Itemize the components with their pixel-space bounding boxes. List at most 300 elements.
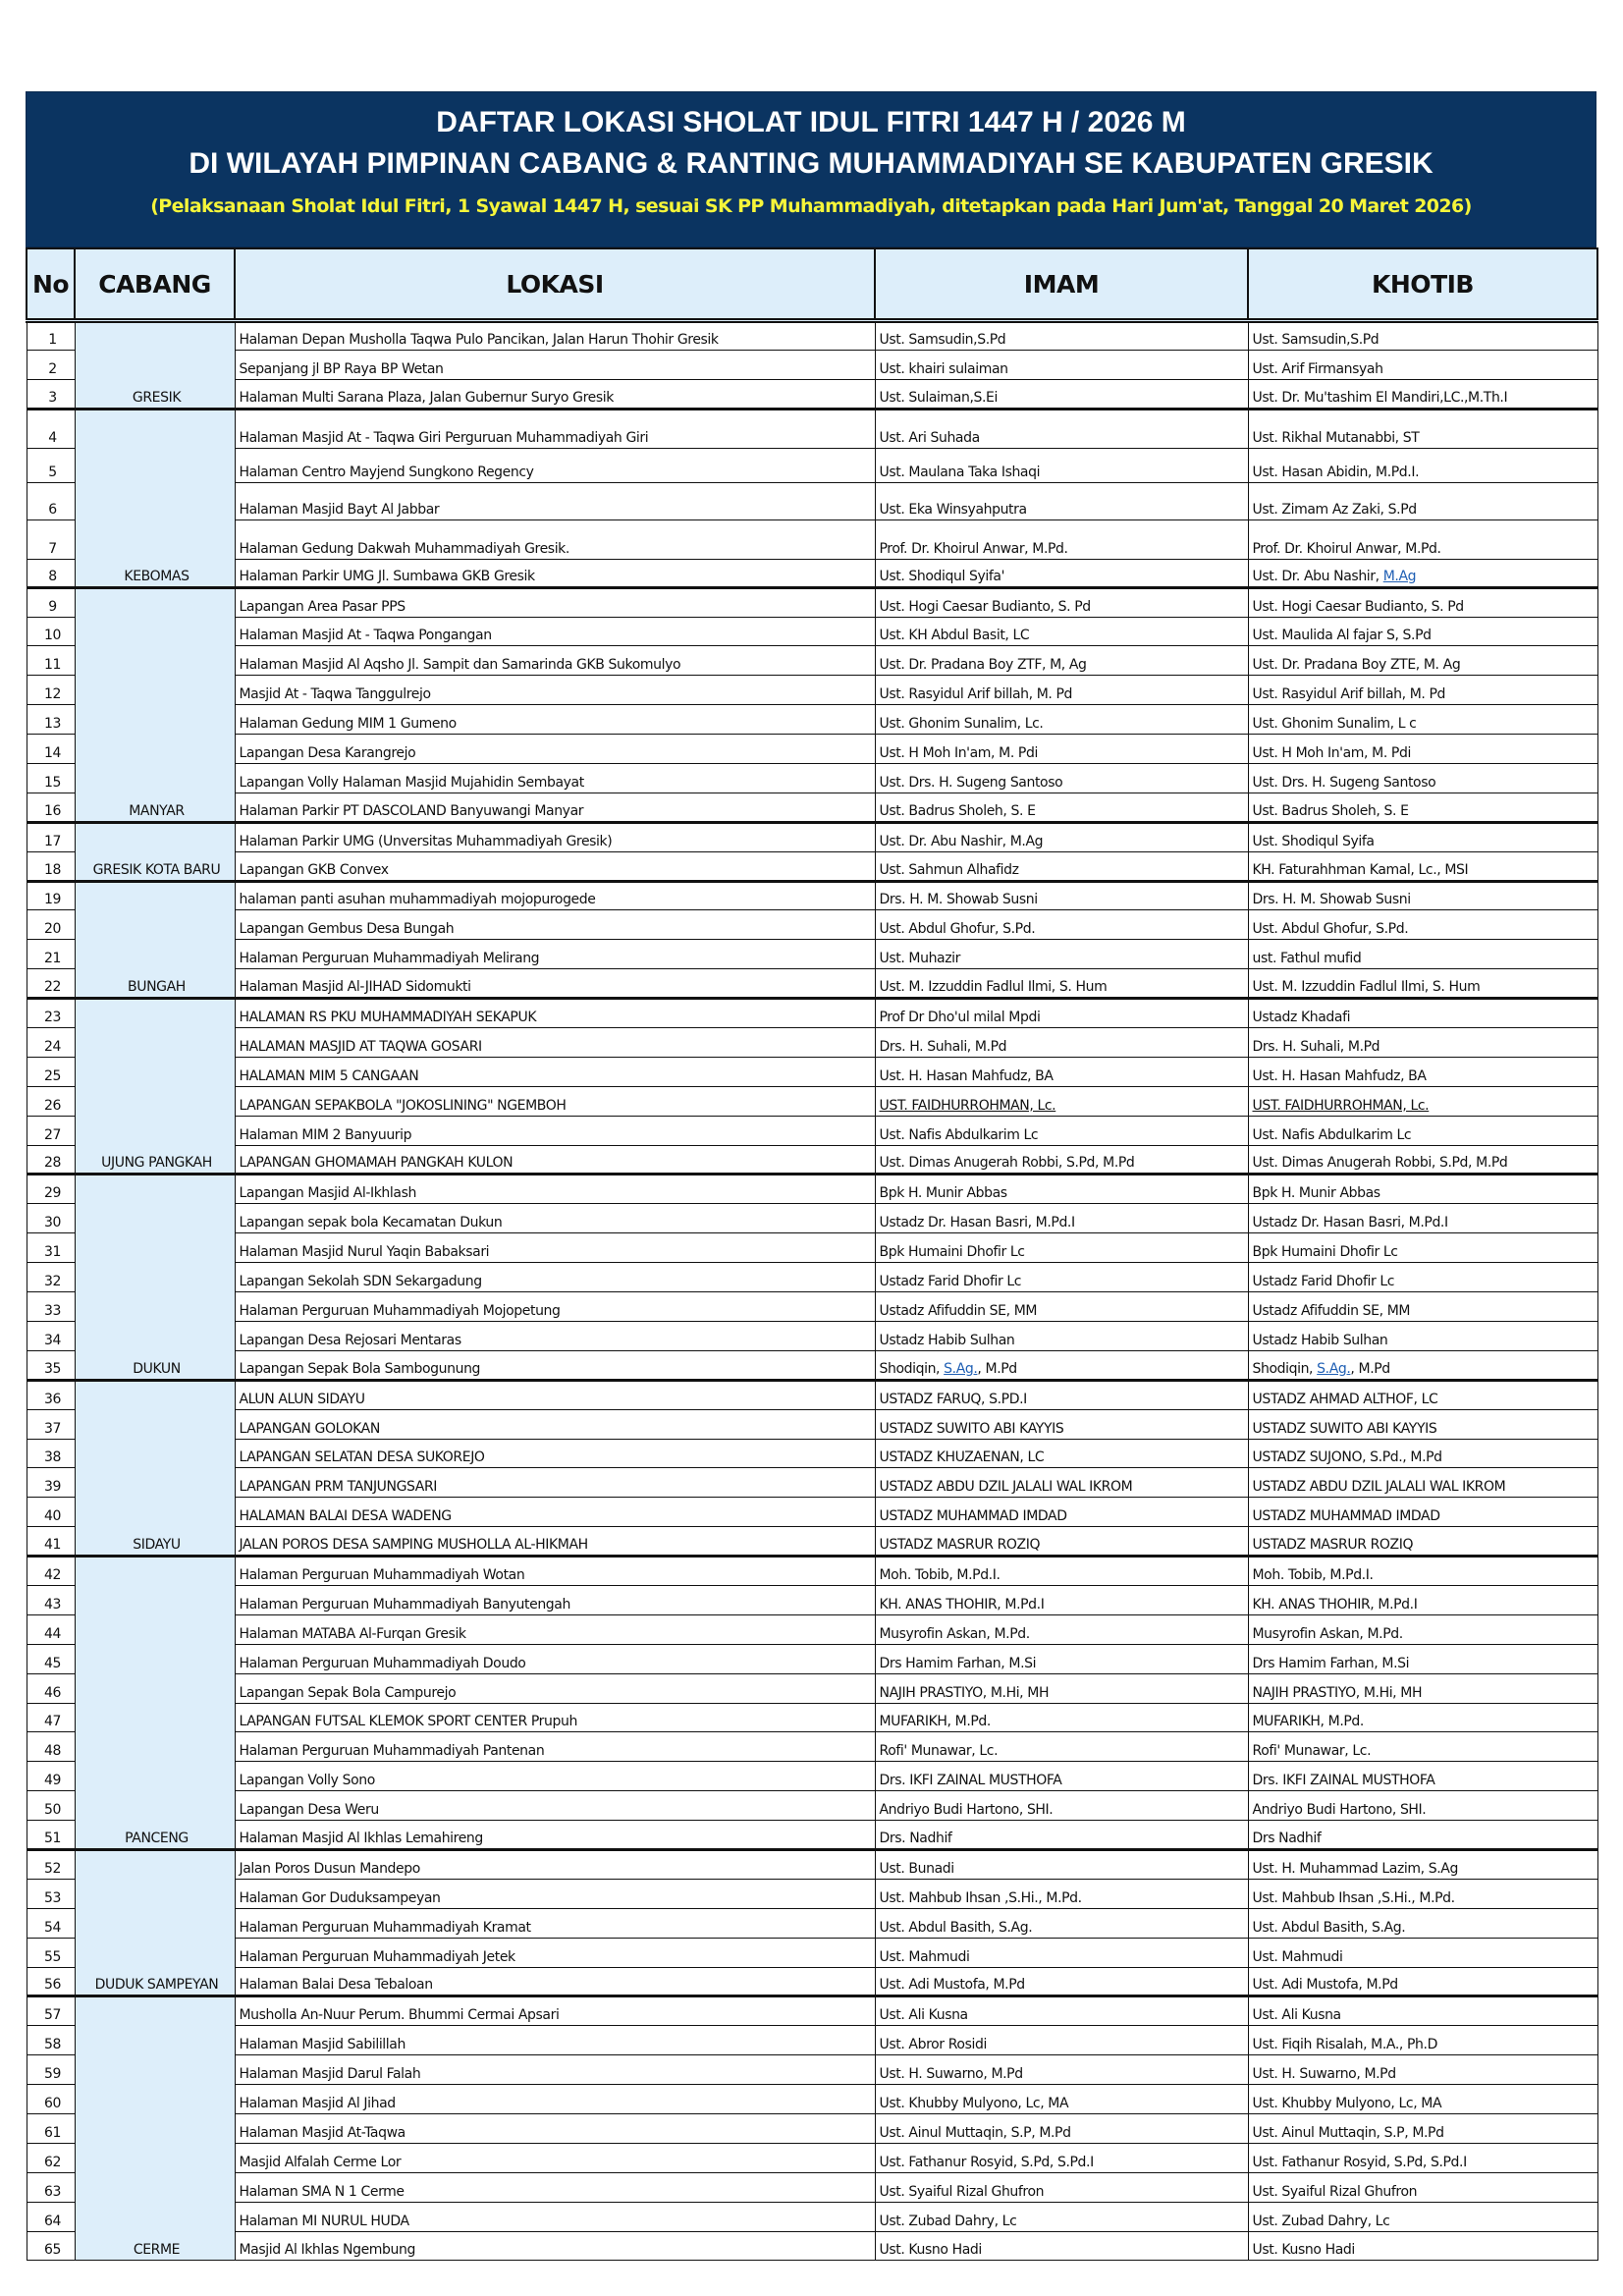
imam-cell bbox=[875, 1879, 1248, 1908]
imam-cell bbox=[875, 1908, 1248, 1938]
khotib-cell bbox=[1248, 881, 1597, 910]
title-banner bbox=[26, 91, 1596, 247]
table-row bbox=[27, 1498, 1597, 1527]
imam-cell bbox=[875, 2026, 1248, 2055]
khotib-cell bbox=[1248, 2055, 1597, 2085]
khotib-cell bbox=[1248, 851, 1597, 881]
khotib-cell bbox=[1248, 2172, 1597, 2202]
imam-name: Ust. Bunadi bbox=[879, 1860, 954, 1877]
imam-name: UST. FAIDHURROHMAN, Lc. bbox=[879, 1097, 1056, 1114]
imam-name: Rofi' Munawar, Lc. bbox=[879, 1743, 999, 1760]
table-row bbox=[27, 2113, 1597, 2143]
cabang-cell: DUKUN bbox=[75, 1175, 235, 1380]
lokasi-cell: Sepanjang jl BP Raya BP Wetan bbox=[235, 350, 875, 379]
imam-cell bbox=[875, 379, 1248, 409]
khotib-name: Ust. Dimas Anugerah Robbi, S.Pd, M.Pd bbox=[1252, 1155, 1508, 1172]
khotib-name: Ust. M. Izzuddin Fadlul Ilmi, S. Hum bbox=[1252, 979, 1481, 996]
header-khotib: KHOTIB bbox=[1248, 248, 1597, 321]
table-row bbox=[27, 793, 1597, 822]
row-number: 8 bbox=[27, 559, 75, 587]
row-number: 30 bbox=[27, 1204, 75, 1233]
row-number: 44 bbox=[27, 1614, 75, 1644]
khotib-name: NAJIH PRASTIYO, M.Hi, MH bbox=[1252, 1684, 1423, 1701]
khotib-cell bbox=[1248, 409, 1597, 448]
imam-name: Ust. M. Izzuddin Fadlul Ilmi, S. Hum bbox=[879, 979, 1108, 996]
row-number: 21 bbox=[27, 940, 75, 969]
khotib-cell bbox=[1248, 1498, 1597, 1527]
lokasi-cell: Lapangan Desa Rejosari Mentaras bbox=[235, 1321, 875, 1350]
lokasi-cell: Lapangan Volly Sono bbox=[235, 1762, 875, 1791]
row-number: 9 bbox=[27, 587, 75, 617]
khotib-name: Ust. Abdul Ghofur, S.Pd. bbox=[1252, 921, 1409, 938]
row-number: 46 bbox=[27, 1673, 75, 1703]
lokasi-cell: HALAMAN RS PKU MUHAMMADIYAH SEKAPUK bbox=[235, 999, 875, 1028]
row-number: 35 bbox=[27, 1350, 75, 1380]
imam-cell bbox=[875, 2202, 1248, 2231]
khotib-name: Ustadz Habib Sulhan bbox=[1252, 1332, 1388, 1348]
row-number: 20 bbox=[27, 910, 75, 940]
lokasi-cell: LAPANGAN GHOMAMAH PANGKAH KULON bbox=[235, 1145, 875, 1175]
imam-cell bbox=[875, 1321, 1248, 1350]
cabang-cell: BUNGAH bbox=[75, 881, 235, 999]
imam-cell bbox=[875, 1527, 1248, 1557]
table-row bbox=[27, 1821, 1597, 1850]
lokasi-cell: Halaman Gedung Dakwah Muhammadiyah Gresik. bbox=[235, 519, 875, 559]
cabang-cell: GRESIK KOTA BARU bbox=[75, 822, 235, 881]
cabang-cell: GRESIK bbox=[75, 321, 235, 410]
khotib-cell bbox=[1248, 1614, 1597, 1644]
khotib-name: Moh. Tobib, M.Pd.I. bbox=[1252, 1566, 1374, 1583]
imam-name: Ust. Zubad Dahry, Lc bbox=[879, 2213, 1017, 2229]
table-row bbox=[27, 559, 1597, 587]
khotib-name: Ust. Syaiful Rizal Ghufron bbox=[1252, 2183, 1418, 2200]
khotib-cell bbox=[1248, 1057, 1597, 1086]
lokasi-cell: Lapangan Masjid Al-Ikhlash bbox=[235, 1175, 875, 1204]
lokasi-cell: HALAMAN MIM 5 CANGAAN bbox=[235, 1057, 875, 1086]
khotib-cell bbox=[1248, 676, 1597, 705]
imam-cell bbox=[875, 1557, 1248, 1586]
khotib-name: Ust. Dr. Pradana Boy ZTE, M. Ag bbox=[1252, 657, 1461, 674]
row-number: 45 bbox=[27, 1644, 75, 1673]
lokasi-cell: Halaman Masjid At - Taqwa Giri Perguruan Muhammadiyah Giri bbox=[235, 409, 875, 448]
imam-cell bbox=[875, 969, 1248, 999]
imam-cell bbox=[875, 1614, 1248, 1644]
lokasi-cell: Halaman Balai Desa Tebaloan bbox=[235, 1967, 875, 1996]
header-cabang: CABANG bbox=[75, 248, 235, 321]
khotib-name: Ust. Abdul Basith, S.Ag. bbox=[1252, 1919, 1406, 1936]
khotib-degree-link[interactable]: M.Ag bbox=[1382, 568, 1417, 584]
lokasi-cell: Halaman Parkir UMG (Unversitas Muhammadiyah Gresik) bbox=[235, 822, 875, 851]
imam-cell bbox=[875, 482, 1248, 519]
table-row bbox=[27, 940, 1597, 969]
khotib-name: Drs. H. Suhali, M.Pd bbox=[1252, 1038, 1380, 1055]
row-number: 42 bbox=[27, 1557, 75, 1586]
imam-name: Prof. Dr. Khoirul Anwar, M.Pd. bbox=[879, 540, 1068, 557]
imam-name: Ust. Ghonim Sunalim, Lc. bbox=[879, 716, 1044, 733]
table-row bbox=[27, 1233, 1597, 1263]
khotib-name: Ustadz Farid Dhofir Lc bbox=[1252, 1274, 1395, 1290]
table-row bbox=[27, 448, 1597, 482]
row-number: 57 bbox=[27, 1996, 75, 2026]
khotib-cell bbox=[1248, 969, 1597, 999]
khotib-name: Ust. Adi Mustofa, M.Pd bbox=[1252, 1977, 1398, 1994]
table-row bbox=[27, 1028, 1597, 1058]
lokasi-cell: Halaman Masjid At - Taqwa Pongangan bbox=[235, 617, 875, 646]
row-number: 65 bbox=[27, 2231, 75, 2261]
khotib-cell bbox=[1248, 1821, 1597, 1850]
imam-cell bbox=[875, 822, 1248, 851]
khotib-cell bbox=[1248, 1175, 1597, 1204]
row-number: 28 bbox=[27, 1145, 75, 1175]
row-number: 16 bbox=[27, 793, 75, 822]
row-number: 33 bbox=[27, 1292, 75, 1322]
cabang-cell: CERME bbox=[75, 1996, 235, 2261]
imam-cell bbox=[875, 1468, 1248, 1498]
table-row bbox=[27, 321, 1597, 351]
imam-cell bbox=[875, 1233, 1248, 1263]
table-row bbox=[27, 1703, 1597, 1732]
row-number: 41 bbox=[27, 1527, 75, 1557]
lokasi-cell: Halaman Masjid Darul Falah bbox=[235, 2055, 875, 2085]
lokasi-cell: Halaman Masjid Sabilillah bbox=[235, 2026, 875, 2055]
imam-cell bbox=[875, 1350, 1248, 1380]
table-row bbox=[27, 1879, 1597, 1908]
imam-name: Ust. Dimas Anugerah Robbi, S.Pd, M.Pd bbox=[879, 1155, 1135, 1172]
khotib-name: Ust. H. Suwarno, M.Pd bbox=[1252, 2066, 1396, 2083]
row-number: 63 bbox=[27, 2172, 75, 2202]
khotib-cell bbox=[1248, 1938, 1597, 1967]
table-row bbox=[27, 910, 1597, 940]
khotib-cell bbox=[1248, 1409, 1597, 1439]
imam-name: USTADZ MUHAMMAD IMDAD bbox=[879, 1508, 1067, 1525]
imam-cell bbox=[875, 587, 1248, 617]
khotib-cell bbox=[1248, 1732, 1597, 1762]
imam-cell bbox=[875, 2113, 1248, 2143]
row-number: 31 bbox=[27, 1233, 75, 1263]
khotib-cell bbox=[1248, 2231, 1597, 2261]
table-row bbox=[27, 735, 1597, 764]
khotib-name: MUFARIKH, M.Pd. bbox=[1252, 1714, 1364, 1730]
row-number: 38 bbox=[27, 1439, 75, 1468]
lokasi-cell: Halaman Multi Sarana Plaza, Jalan Gubernur Suryo Gresik bbox=[235, 379, 875, 409]
imam-name: Ust. Sahmun Alhafidz bbox=[879, 861, 1019, 878]
imam-name: Ustadz Dr. Hasan Basri, M.Pd.I bbox=[879, 1215, 1075, 1231]
imam-name: Ust. Dr. Pradana Boy ZTF, M, Ag bbox=[879, 657, 1087, 674]
khotib-cell bbox=[1248, 1644, 1597, 1673]
khotib-name: Ust. Ali Kusna bbox=[1252, 2007, 1341, 2024]
imam-name: NAJIH PRASTIYO, M.Hi, MH bbox=[879, 1684, 1050, 1701]
imam-cell bbox=[875, 881, 1248, 910]
imam-cell bbox=[875, 1028, 1248, 1058]
khotib-cell bbox=[1248, 1263, 1597, 1292]
khotib-name: Ust. Hogi Caesar Budianto, S. Pd bbox=[1252, 598, 1464, 615]
row-number: 61 bbox=[27, 2113, 75, 2143]
table-row bbox=[27, 2231, 1597, 2261]
table-row bbox=[27, 2172, 1597, 2202]
imam-cell bbox=[875, 1145, 1248, 1175]
imam-name: Musyrofin Askan, M.Pd. bbox=[879, 1625, 1030, 1642]
row-number: 18 bbox=[27, 851, 75, 881]
imam-cell bbox=[875, 1791, 1248, 1821]
date-note: (Pelaksanaan Sholat Idul Fitri, 1 Syawal 1447 H, sesuai SK PP Muhammadiyah, ditetapkan pada Hari Jum'at, Tanggal 20 Maret 2026) bbox=[150, 195, 1472, 217]
table-row bbox=[27, 1614, 1597, 1644]
khotib-cell bbox=[1248, 1321, 1597, 1350]
lokasi-cell: Halaman MATABA Al-Furqan Gresik bbox=[235, 1614, 875, 1644]
imam-name: Ustadz Farid Dhofir Lc bbox=[879, 1274, 1022, 1290]
table-row bbox=[27, 881, 1597, 910]
imam-name: Ust. Samsudin,S.Pd bbox=[879, 331, 1006, 348]
lokasi-cell: Halaman Perguruan Muhammadiyah Mojopetung bbox=[235, 1292, 875, 1322]
imam-name: Ust. khairi sulaiman bbox=[879, 360, 1008, 377]
table-row bbox=[27, 1644, 1597, 1673]
table-row bbox=[27, 409, 1597, 448]
imam-cell bbox=[875, 409, 1248, 448]
khotib-cell bbox=[1248, 1116, 1597, 1145]
imam-name: Ust. H. Hasan Mahfudz, BA bbox=[879, 1067, 1054, 1084]
row-number: 47 bbox=[27, 1703, 75, 1732]
row-number: 10 bbox=[27, 617, 75, 646]
khotib-cell bbox=[1248, 1879, 1597, 1908]
imam-name: USTADZ SUWITO ABI KAYYIS bbox=[879, 1420, 1064, 1437]
lokasi-cell: Lapangan Gembus Desa Bungah bbox=[235, 910, 875, 940]
table-row bbox=[27, 1145, 1597, 1175]
khotib-name: Ust. Rikhal Mutanabbi, ST bbox=[1252, 429, 1420, 446]
table-row bbox=[27, 2026, 1597, 2055]
imam-name: Ust. KH Abdul Basit, LC bbox=[879, 628, 1030, 644]
khotib-name: USTADZ AHMAD ALTHOF, LC bbox=[1252, 1391, 1438, 1407]
khotib-cell bbox=[1248, 519, 1597, 559]
imam-name: Ust. H. Suwarno, M.Pd bbox=[879, 2066, 1023, 2083]
table-row bbox=[27, 1938, 1597, 1967]
khotib-name: Drs Nadhif bbox=[1252, 1830, 1322, 1846]
table-row bbox=[27, 1321, 1597, 1350]
table-row bbox=[27, 1967, 1597, 1996]
imam-name: MUFARIKH, M.Pd. bbox=[879, 1714, 991, 1730]
lokasi-cell: Halaman Perguruan Muhammadiyah Jetek bbox=[235, 1938, 875, 1967]
lokasi-cell: Halaman Masjid Al Ikhlas Lemahireng bbox=[235, 1821, 875, 1850]
imam-name: Ust. Ari Suhada bbox=[879, 429, 980, 446]
row-number: 48 bbox=[27, 1732, 75, 1762]
row-number: 62 bbox=[27, 2143, 75, 2172]
imam-name: Shodiqin, bbox=[879, 1360, 945, 1377]
cabang-cell: UJUNG PANGKAH bbox=[75, 999, 235, 1175]
location-table bbox=[26, 247, 1598, 2261]
table-row bbox=[27, 1292, 1597, 1322]
khotib-name: Ust. Hasan Abidin, M.Pd.I. bbox=[1252, 464, 1420, 480]
lokasi-cell: Halaman Parkir PT DASCOLAND Banyuwangi Manyar bbox=[235, 793, 875, 822]
imam-cell bbox=[875, 1175, 1248, 1204]
khotib-cell bbox=[1248, 482, 1597, 519]
table-row bbox=[27, 1086, 1597, 1116]
khotib-cell bbox=[1248, 910, 1597, 940]
imam-name: Ust. Sulaiman,S.Ei bbox=[879, 389, 998, 406]
table-row bbox=[27, 1439, 1597, 1468]
khotib-name: Ustadz Afifuddin SE, MM bbox=[1252, 1302, 1411, 1319]
imam-name: Drs. Nadhif bbox=[879, 1830, 952, 1846]
khotib-cell bbox=[1248, 1673, 1597, 1703]
khotib-name: Ust. Drs. H. Sugeng Santoso bbox=[1252, 774, 1436, 791]
table-row bbox=[27, 1762, 1597, 1791]
lokasi-cell: Lapangan Area Pasar PPS bbox=[235, 587, 875, 617]
row-number: 51 bbox=[27, 1821, 75, 1850]
imam-cell bbox=[875, 646, 1248, 676]
khotib-cell bbox=[1248, 1204, 1597, 1233]
khotib-cell bbox=[1248, 379, 1597, 409]
khotib-name: Bpk Humaini Dhofir Lc bbox=[1252, 1244, 1398, 1261]
table-row bbox=[27, 1673, 1597, 1703]
khotib-cell bbox=[1248, 735, 1597, 764]
row-number: 59 bbox=[27, 2055, 75, 2085]
row-number: 56 bbox=[27, 1967, 75, 1996]
imam-name: Ust. Abror Rosidi bbox=[879, 2037, 987, 2053]
table-row bbox=[27, 1116, 1597, 1145]
khotib-degree-link[interactable]: S.Ag. bbox=[1317, 1360, 1351, 1377]
imam-degree-link[interactable]: S.Ag. bbox=[944, 1360, 978, 1377]
row-number: 27 bbox=[27, 1116, 75, 1145]
imam-name: Moh. Tobib, M.Pd.I. bbox=[879, 1566, 1001, 1583]
table-row bbox=[27, 676, 1597, 705]
khotib-cell bbox=[1248, 999, 1597, 1028]
row-number: 60 bbox=[27, 2085, 75, 2114]
table-row bbox=[27, 379, 1597, 409]
imam-name: Ust. H Moh In'am, M. Pdi bbox=[879, 745, 1038, 762]
imam-name: Ust. Ainul Muttaqin, S.P, M.Pd bbox=[879, 2124, 1071, 2141]
lokasi-cell: Halaman Masjid At-Taqwa bbox=[235, 2113, 875, 2143]
khotib-cell bbox=[1248, 559, 1597, 587]
khotib-cell bbox=[1248, 1145, 1597, 1175]
imam-cell bbox=[875, 705, 1248, 735]
lokasi-cell: Halaman Perguruan Muhammadiyah Banyutengah bbox=[235, 1585, 875, 1614]
khotib-name: Ustadz Khadafi bbox=[1252, 1010, 1351, 1026]
imam-name: Ust. Fathanur Rosyid, S.Pd, S.Pd.I bbox=[879, 2154, 1094, 2170]
table-row bbox=[27, 1557, 1597, 1586]
khotib-name: Ust. H Moh In'am, M. Pdi bbox=[1252, 745, 1411, 762]
khotib-cell bbox=[1248, 793, 1597, 822]
khotib-cell bbox=[1248, 1967, 1597, 1996]
khotib-name: USTADZ ABDU DZIL JALALI WAL IKROM bbox=[1252, 1479, 1506, 1496]
imam-name: KH. ANAS THOHIR, M.Pd.I bbox=[879, 1596, 1045, 1613]
lokasi-cell: LAPANGAN SEPAKBOLA "JOKOSLINING" NGEMBOH bbox=[235, 1086, 875, 1116]
header-no: No bbox=[27, 248, 75, 321]
row-number: 54 bbox=[27, 1908, 75, 1938]
khotib-cell bbox=[1248, 1557, 1597, 1586]
khotib-name: Andriyo Budi Hartono, SHI. bbox=[1252, 1802, 1427, 1819]
imam-cell bbox=[875, 1732, 1248, 1762]
imam-name: Ust. Adi Mustofa, M.Pd bbox=[879, 1977, 1025, 1994]
khotib-cell bbox=[1248, 1233, 1597, 1263]
khotib-cell bbox=[1248, 705, 1597, 735]
lokasi-cell: Lapangan Sepak Bola Campurejo bbox=[235, 1673, 875, 1703]
lokasi-cell: Halaman Gor Duduksampeyan bbox=[235, 1879, 875, 1908]
lokasi-cell: Halaman Perguruan Muhammadiyah Pantenan bbox=[235, 1732, 875, 1762]
lokasi-cell: Halaman Masjid Al-JIHAD Sidomukti bbox=[235, 969, 875, 999]
row-number: 37 bbox=[27, 1409, 75, 1439]
row-number: 17 bbox=[27, 822, 75, 851]
imam-cell bbox=[875, 1439, 1248, 1468]
imam-cell bbox=[875, 1292, 1248, 1322]
khotib-cell bbox=[1248, 1585, 1597, 1614]
lokasi-cell: Jalan Poros Dusun Mandepo bbox=[235, 1849, 875, 1879]
imam-cell bbox=[875, 1380, 1248, 1409]
row-number: 1 bbox=[27, 321, 75, 351]
lokasi-cell: HALAMAN BALAI DESA WADENG bbox=[235, 1498, 875, 1527]
row-number: 43 bbox=[27, 1585, 75, 1614]
imam-cell bbox=[875, 617, 1248, 646]
imam-name: Ust. Dr. Abu Nashir, M.Ag bbox=[879, 833, 1044, 849]
lokasi-cell: Halaman Perguruan Muhammadiyah Kramat bbox=[235, 1908, 875, 1938]
imam-name: Andriyo Budi Hartono, SHI. bbox=[879, 1802, 1054, 1819]
row-number: 50 bbox=[27, 1791, 75, 1821]
imam-cell bbox=[875, 2143, 1248, 2172]
lokasi-cell: Halaman Masjid Al Aqsho Jl. Sampit dan Samarinda GKB Sukomulyo bbox=[235, 646, 875, 676]
lokasi-cell: LAPANGAN FUTSAL KLEMOK SPORT CENTER Prupuh bbox=[235, 1703, 875, 1732]
row-number: 15 bbox=[27, 764, 75, 793]
khotib-cell bbox=[1248, 2143, 1597, 2172]
lokasi-cell: Lapangan Sekolah SDN Sekargadung bbox=[235, 1263, 875, 1292]
khotib-cell bbox=[1248, 2202, 1597, 2231]
row-number: 25 bbox=[27, 1057, 75, 1086]
khotib-name: Ust. Fathanur Rosyid, S.Pd, S.Pd.I bbox=[1252, 2154, 1467, 2170]
row-number: 55 bbox=[27, 1938, 75, 1967]
imam-cell bbox=[875, 1585, 1248, 1614]
row-number: 6 bbox=[27, 482, 75, 519]
imam-name: Ust. Hogi Caesar Budianto, S. Pd bbox=[879, 598, 1091, 615]
khotib-name: Drs. H. M. Showab Susni bbox=[1252, 892, 1411, 908]
lokasi-cell: Halaman Perguruan Muhammadiyah Wotan bbox=[235, 1557, 875, 1586]
khotib-name: Shodiqin, bbox=[1252, 1360, 1318, 1377]
imam-name: Ust. Mahbub Ihsan ,S.Hi., M.Pd. bbox=[879, 1889, 1082, 1906]
lokasi-cell: Halaman Masjid Nurul Yaqin Babaksari bbox=[235, 1233, 875, 1263]
imam-cell bbox=[875, 676, 1248, 705]
imam-name: Drs Hamim Farhan, M.Si bbox=[879, 1655, 1037, 1671]
table-row bbox=[27, 1409, 1597, 1439]
khotib-name: Ust. Kusno Hadi bbox=[1252, 2242, 1355, 2259]
khotib-name: Ust. Maulida Al fajar S, S.Pd bbox=[1252, 628, 1432, 644]
header-lokasi: LOKASI bbox=[235, 248, 875, 321]
khotib-name: Ust. Khubby Mulyono, Lc, MA bbox=[1252, 2095, 1442, 2111]
table-row bbox=[27, 2055, 1597, 2085]
table-row bbox=[27, 1908, 1597, 1938]
table-row bbox=[27, 646, 1597, 676]
imam-cell bbox=[875, 1673, 1248, 1703]
row-number: 34 bbox=[27, 1321, 75, 1350]
imam-name: Ust. Drs. H. Sugeng Santoso bbox=[879, 774, 1063, 791]
row-number: 64 bbox=[27, 2202, 75, 2231]
khotib-name: USTADZ MASRUR ROZIQ bbox=[1252, 1537, 1414, 1554]
cabang-cell: SIDAYU bbox=[75, 1380, 235, 1556]
cabang-cell: PANCENG bbox=[75, 1557, 235, 1850]
khotib-name: Ust. Mahmudi bbox=[1252, 1948, 1343, 1965]
lokasi-cell: Halaman Perguruan Muhammadiyah Doudo bbox=[235, 1644, 875, 1673]
imam-name: Drs. H. Suhali, M.Pd bbox=[879, 1038, 1007, 1055]
table-row bbox=[27, 1585, 1597, 1614]
imam-cell bbox=[875, 851, 1248, 881]
imam-cell bbox=[875, 321, 1248, 351]
table-row bbox=[27, 1849, 1597, 1879]
imam-name: Ust. Mahmudi bbox=[879, 1948, 970, 1965]
imam-cell bbox=[875, 2231, 1248, 2261]
imam-name: Drs. IKFI ZAINAL MUSTHOFA bbox=[879, 1773, 1062, 1789]
khotib-cell bbox=[1248, 321, 1597, 351]
imam-name: Ust. Abdul Ghofur, S.Pd. bbox=[879, 921, 1036, 938]
imam-cell bbox=[875, 559, 1248, 587]
row-number: 40 bbox=[27, 1498, 75, 1527]
lokasi-cell: JALAN POROS DESA SAMPING MUSHOLLA AL-HIKMAH bbox=[235, 1527, 875, 1557]
row-number: 12 bbox=[27, 676, 75, 705]
table-row bbox=[27, 2202, 1597, 2231]
lokasi-cell: Musholla An-Nuur Perum. Bhummi Cermai Apsari bbox=[235, 1996, 875, 2026]
imam-name: Ust. Eka Winsyahputra bbox=[879, 501, 1027, 518]
